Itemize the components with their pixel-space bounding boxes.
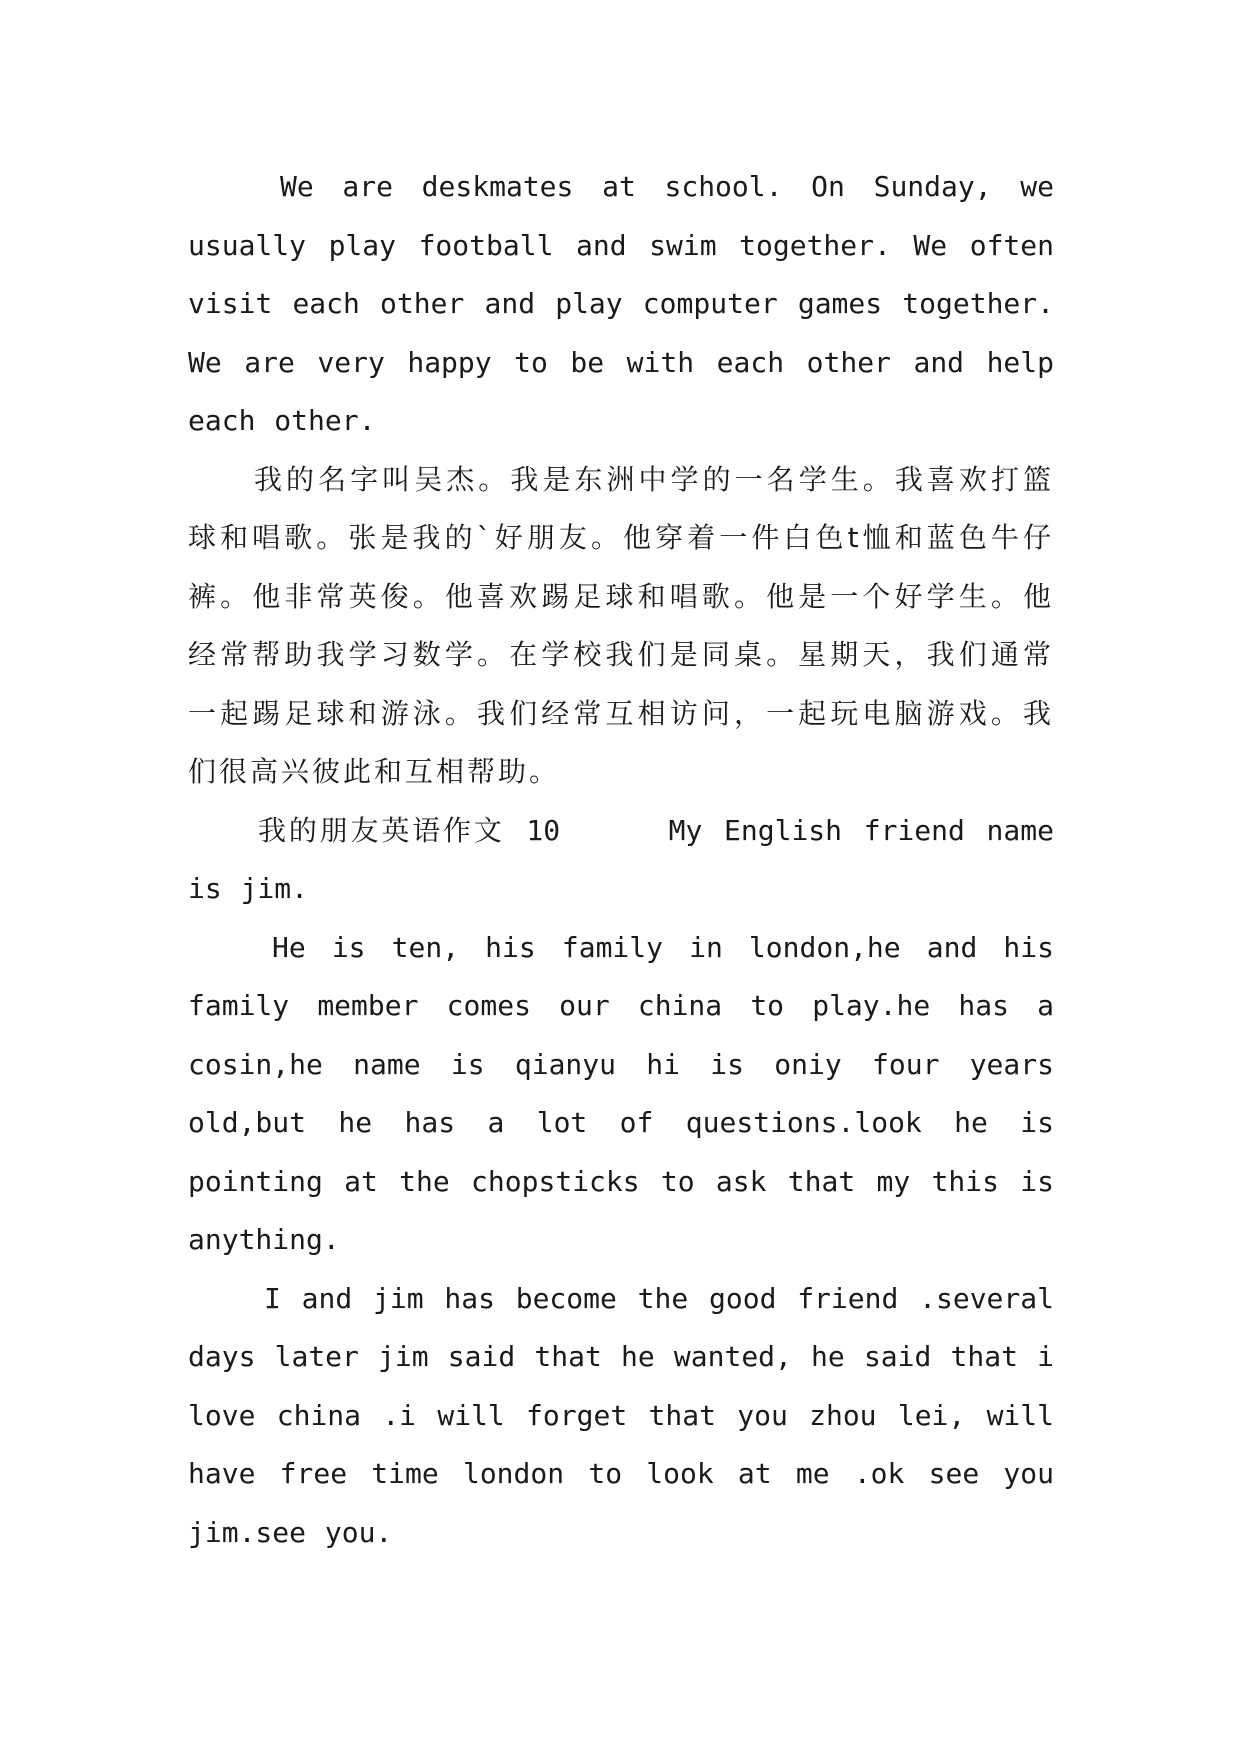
paragraph-essay-heading: 我的朋友英语作文 10 My English friend name is jim.: [188, 813, 1073, 905]
paragraph-jim-family: He is ten, his family in london,he and his family member comes our china to play.he has a cosin,he name is qianyu hi is oniy four years old,but he has a lot of questions.look he is pointing at the chopsticks to ask that my this is anything.: [188, 930, 1054, 1256]
paragraph-chinese-essay: 我的名字叫吴杰。我是东洲中学的一名学生。我喜欢打篮球和唱歌。张是我的`好朋友。他穿着一件白色t恤和蓝色牛仔裤。他非常英俊。他喜欢踢足球和唱歌。他是一个好学生。他经常帮助我学习数学。在学校我们是同桌。星期天，我们通常一起踢足球和游泳。我们经常互相访问，一起玩电脑游戏。我们很高兴彼此和互相帮助。: [188, 462, 1054, 788]
paragraph-good-friend: I and jim has become the good friend .several days later jim said that he wanted, he said that i love china .i will forget that you zhou lei, will have free time london to look at me .ok see you jim.see you.: [188, 1281, 1054, 1549]
document-page: [188, 158, 1073, 1562]
paragraph-deskmates: We are deskmates at school. On Sunday, we usually play football and swim together. We often visit each other and play computer games together. We are very happy to be with each other and help each other.: [188, 170, 1054, 437]
